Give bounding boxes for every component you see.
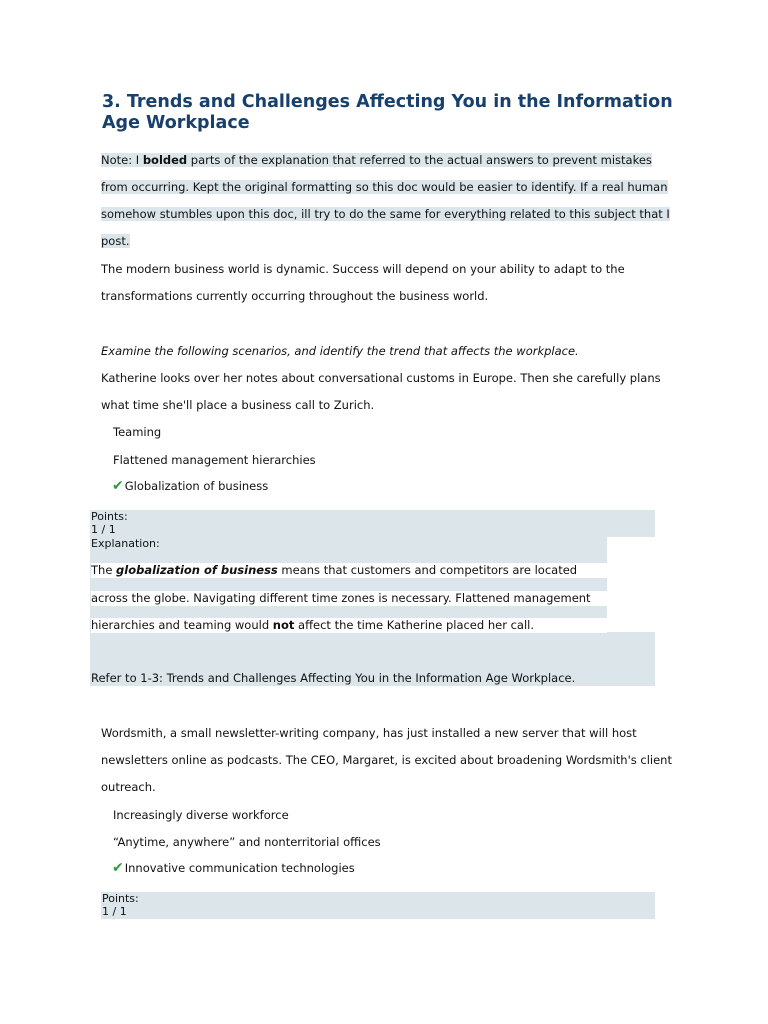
checkmark-icon: ✔ xyxy=(112,478,124,494)
q1-prompt-line-2: what time she'll place a business call to Zurich. xyxy=(101,398,375,412)
q2-points-label: Points: xyxy=(102,892,139,905)
q1-explanation-line-2: across the globe. Navigating different time zones is necessary. Flattened management xyxy=(91,591,607,606)
intro-line-2: transformations currently occurring throughout the business world. xyxy=(101,289,489,303)
q2-points-band xyxy=(101,892,655,919)
q2-points-value: 1 / 1 xyxy=(102,905,127,918)
q1-points-label: Points: xyxy=(91,510,128,523)
q1-points-value: 1 / 1 xyxy=(91,523,116,536)
q2-option-diverse-workforce[interactable]: Increasingly diverse workforce xyxy=(113,808,289,822)
note-line-4: post. xyxy=(101,234,130,248)
intro-line-1: The modern business world is dynamic. Success will depend on your ability to adapt to the xyxy=(101,262,625,276)
q1-option-flattened-hierarchies[interactable]: Flattened management hierarchies xyxy=(113,453,316,467)
q2-prompt-line-2: newsletters online as podcasts. The CEO, Margaret, is excited about broadening Wordsmith's client xyxy=(101,753,672,767)
q2-prompt-line-1: Wordsmith, a small newsletter-writing company, has just installed a new server that will host xyxy=(101,726,637,740)
q2-prompt-line-3: outreach. xyxy=(101,780,156,794)
q2-option-label: Innovative communication technologies xyxy=(124,861,355,875)
q1-refer-text: Refer to 1-3: Trends and Challenges Affecting You in the Information Age Workplace. xyxy=(91,671,576,685)
q1-option-label: Globalization of business xyxy=(124,479,269,493)
q1-explanation-bold: globalization of business xyxy=(116,563,278,577)
q1-prompt-line-1: Katherine looks over her notes about conversational customs in Europe. Then she carefully plans xyxy=(101,371,661,385)
instruction-text: Examine the following scenarios, and identify the trend that affects the workplace. xyxy=(101,344,579,358)
note-bold-word: bolded xyxy=(142,153,188,167)
q1-explanation-not: not xyxy=(272,618,295,632)
q2-option-anytime-anywhere[interactable]: “Anytime, anywhere” and nonterritorial offices xyxy=(113,835,381,849)
note-line-1: Note: I bolded parts of the explanation that referred to the actual answers to prevent mistakes xyxy=(101,153,652,167)
q1-option-teaming[interactable]: Teaming xyxy=(113,425,162,439)
note-line-2: from occurring. Kept the original formatting so this doc would be easier to identify. If a real human xyxy=(101,180,668,194)
page-title: 3. Trends and Challenges Affecting You in the Information Age Workplace xyxy=(102,92,673,133)
q1-option-globalization[interactable] xyxy=(112,479,268,494)
q2-option-innovative-tech[interactable] xyxy=(112,861,355,876)
q1-explanation-label: Explanation: xyxy=(91,537,160,550)
q1-explanation-line-3: hierarchies and teaming would not affect the time Katherine placed her call. xyxy=(91,618,607,633)
note-line-3: somehow stumbles upon this doc, ill try to do the same for everything related to this subject that I xyxy=(101,207,670,221)
q1-explanation-line-1: The globalization of business means that customers and competitors are located xyxy=(91,563,607,578)
q1-points-band xyxy=(90,510,655,537)
checkmark-icon: ✔ xyxy=(112,860,124,876)
